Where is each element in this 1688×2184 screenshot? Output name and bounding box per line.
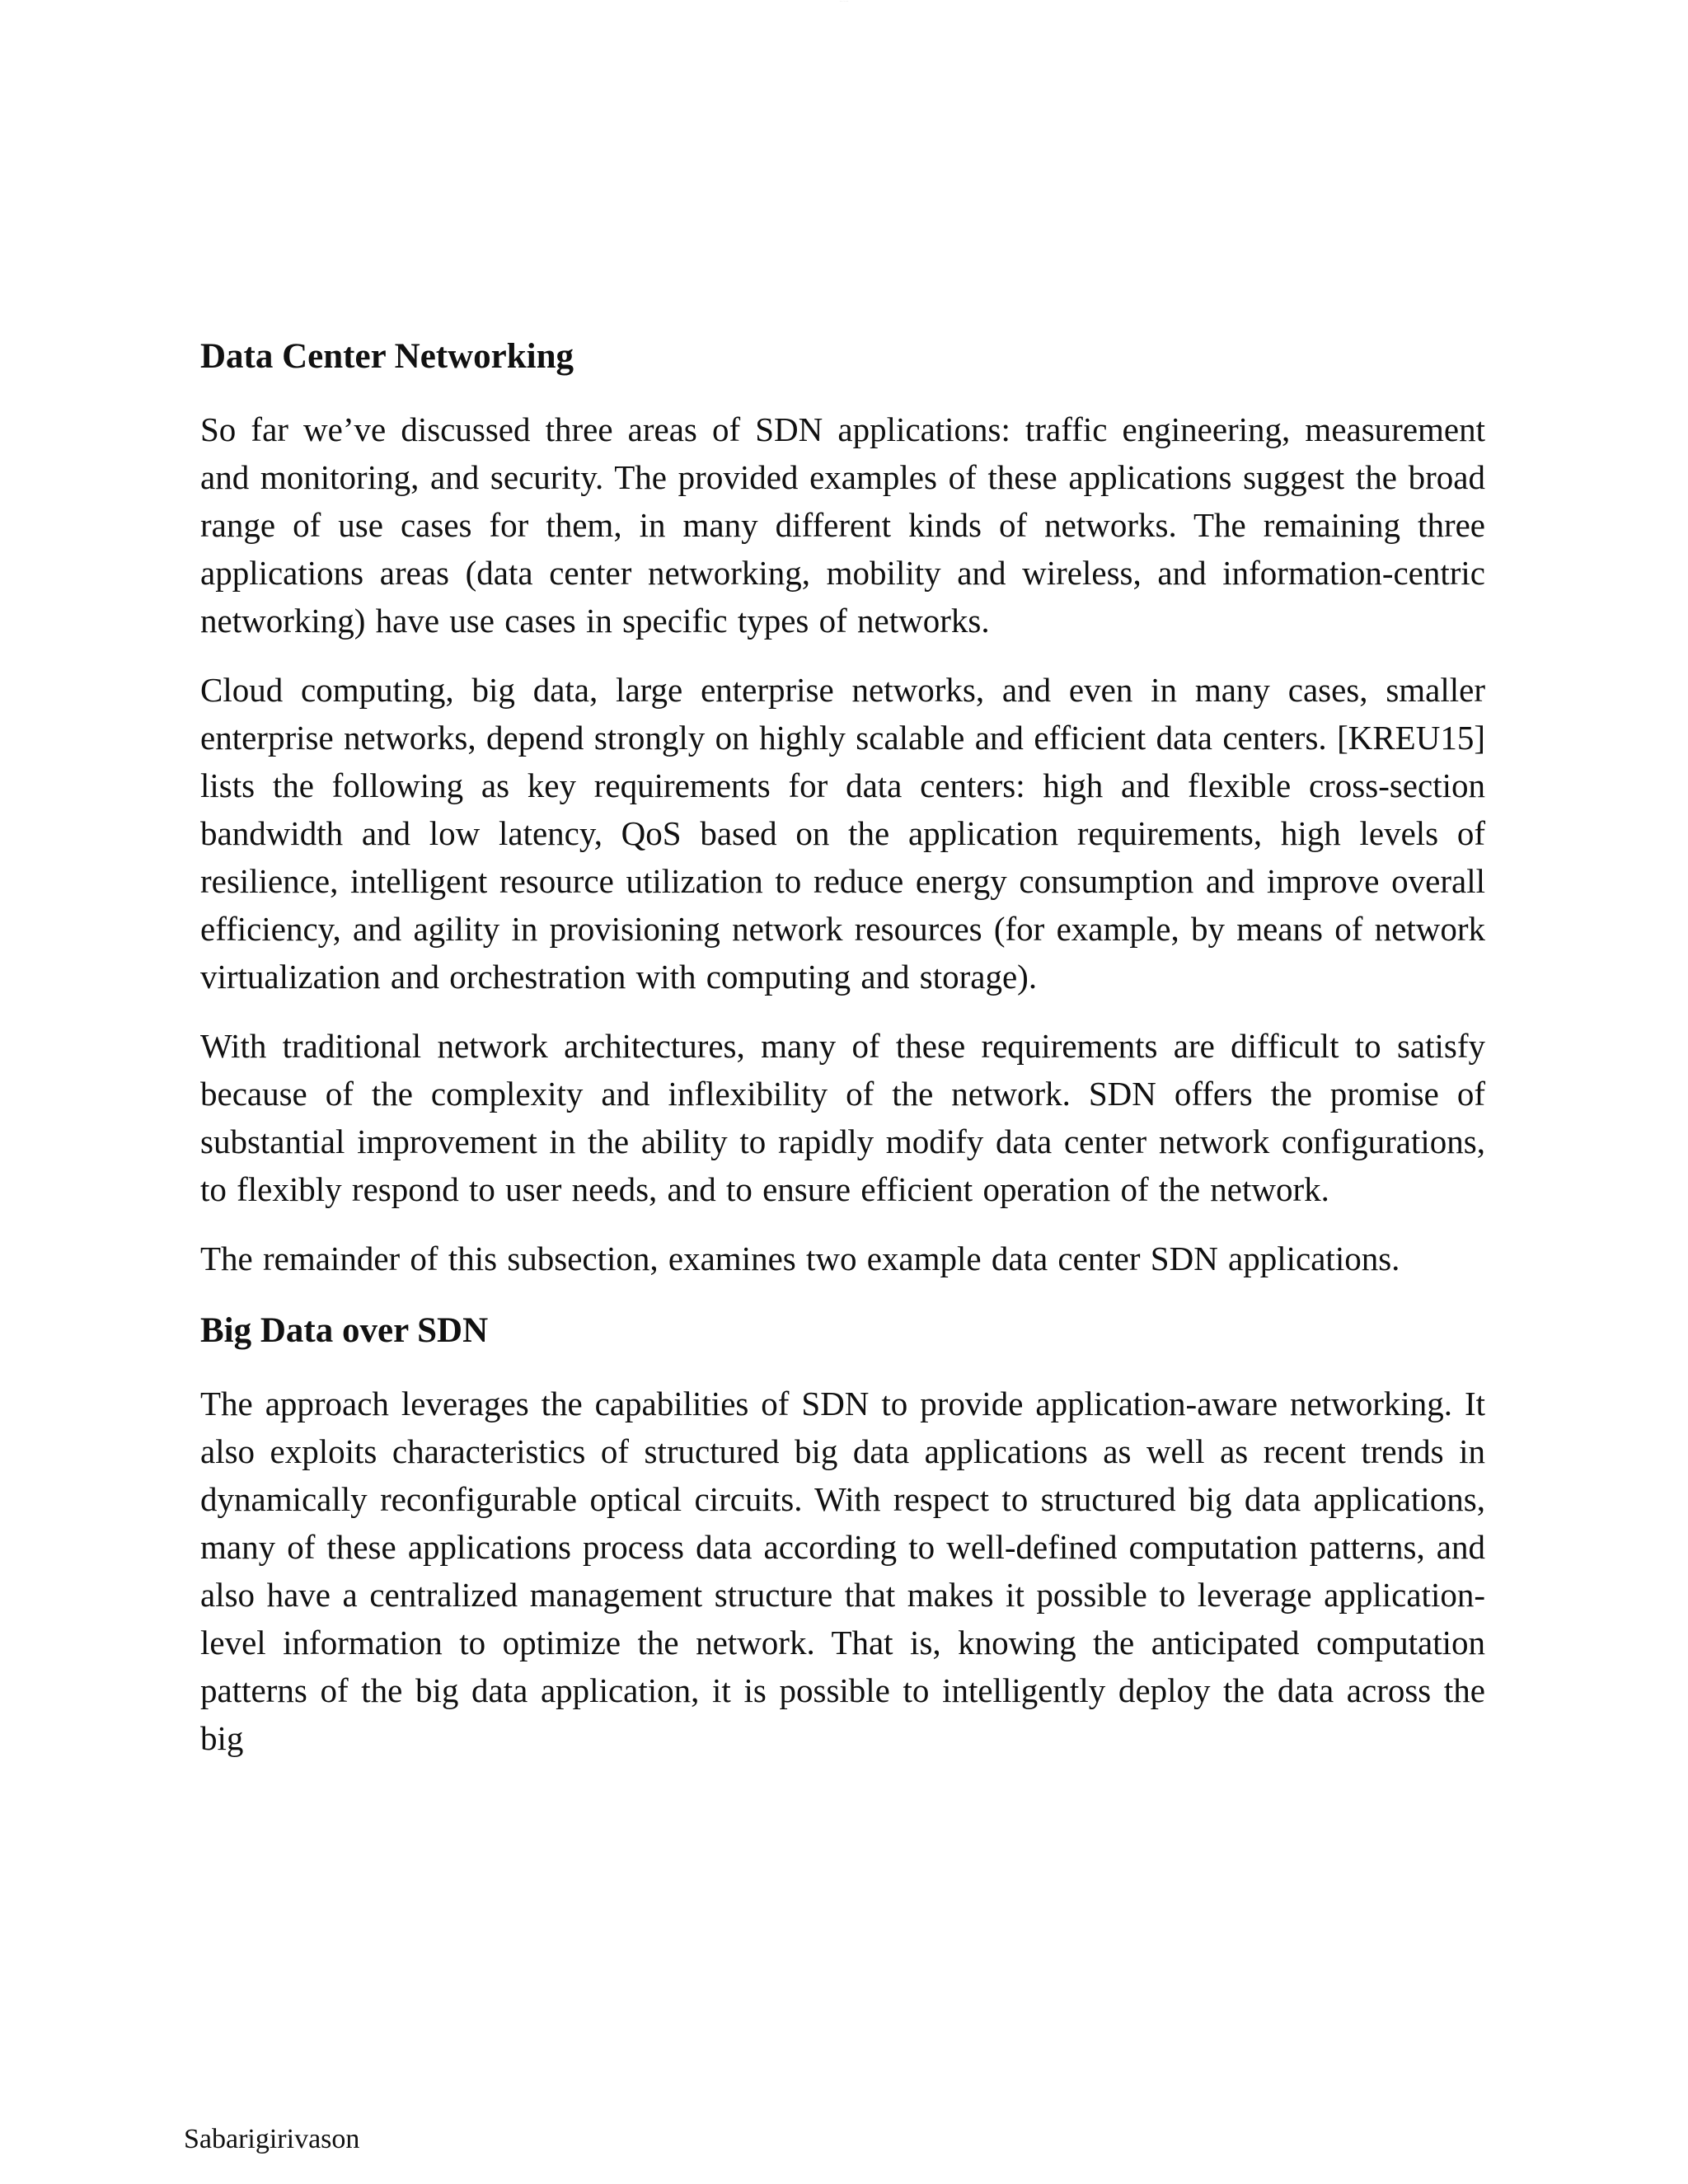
paragraph-subsection-remainder: The remainder of this subsection, examines two example data center SDN applications.	[200, 1240, 1400, 1277]
section-heading-data-center-networking: Data Center Networking	[200, 337, 574, 376]
paragraph-sdn-application-areas: So far we’ve discussed three areas of SDN applications: traffic engineering, measurement and monitoring, and security. The provided examples of these applications suggest the broad range of use cases for them, in many different kinds of networks. The remaining three applications areas (data center networking, mobility and wireless, and information-centric networking) have use cases in specific types of networks.	[200, 410, 1485, 640]
footer-author: Sabarigirivason	[184, 2124, 360, 2154]
header-mark: · · · · ·	[839, 0, 849, 3]
page-content	[200, 333, 1485, 1783]
paragraph-data-center-requirements: Cloud computing, big data, large enterprise networks, and even in many cases, smaller enterprise networks, depend strongly on highly scalable and efficient data centers. [KREU15] lists the following as key requirements for data centers: high and flexible cross-section bandwidth and low latency, QoS based on the application requirements, high levels of resilience, intelligent resource utilization to reduce energy consumption and improve overall efficiency, and agility in provisioning network resources (for example, by means of network virtualization and orchestration with computing and storage).	[200, 671, 1485, 996]
paragraph-big-data-approach: The approach leverages the capabilities of SDN to provide application-aware networking. It also exploits characteristics of structured big data applications as well as recent trends in dynamically reconfigurable optical circuits. With respect to structured big data applications, many of these applications process data according to well-defined computation patterns, and also have a centralized management structure that makes it possible to leverage application-level information to optimize the network. That is, knowing the anticipated computation patterns of the big data application, it is possible to intelligently deploy the data across the big	[200, 1385, 1485, 1757]
section-heading-big-data-over-sdn: Big Data over SDN	[200, 1311, 489, 1350]
paragraph-traditional-architectures: With traditional network architectures, many of these requirements are difficult to satisfy because of the complexity and inflexibility of the network. SDN offers the promise of substantial improvement in the ability to rapidly modify data center network configurations, to flexibly respond to user needs, and to ensure efficient operation of the network.	[200, 1027, 1485, 1208]
